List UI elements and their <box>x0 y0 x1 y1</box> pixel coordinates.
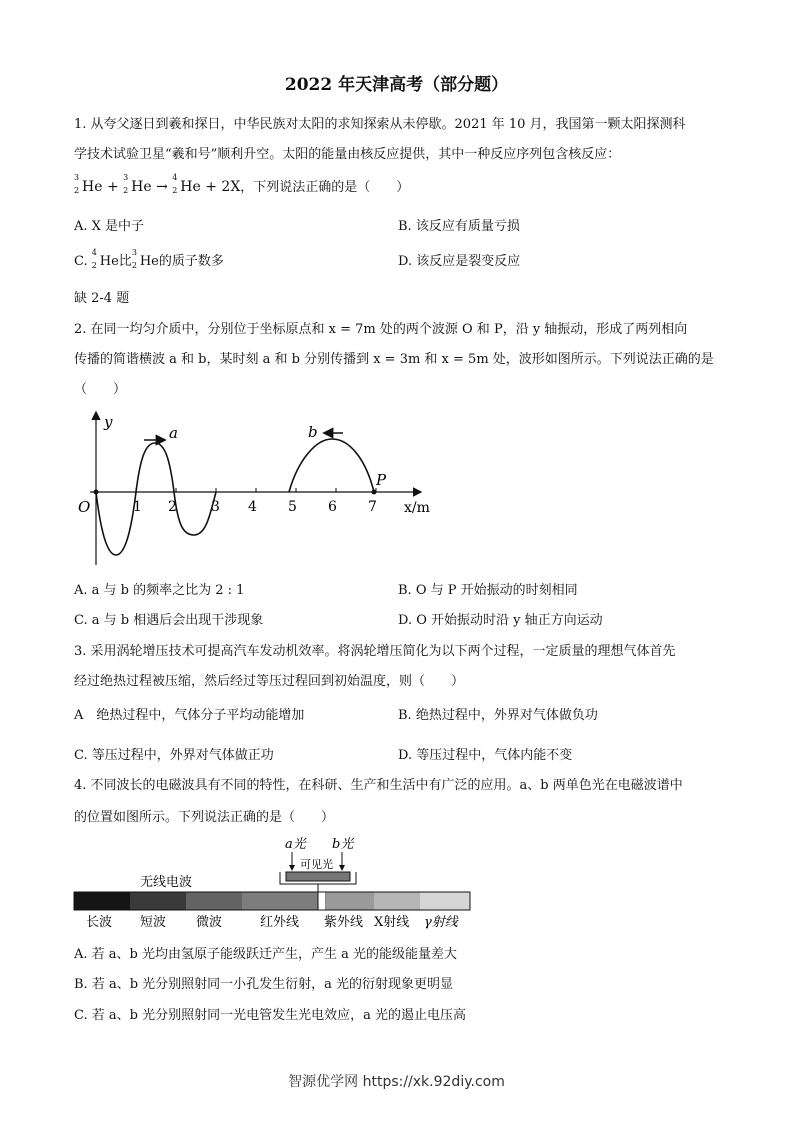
a-light-label: a光 <box>285 837 306 852</box>
q2-option-c[interactable]: C. a 与 b 相遇后会出现干涉现象 <box>74 613 264 628</box>
q1-option-d[interactable]: D. 该反应是裂变反应 <box>398 254 521 269</box>
wave-b-label: b <box>308 423 318 441</box>
wave-a-label: a <box>169 424 178 442</box>
nuclide-he4: 4 2 He <box>172 173 201 195</box>
tick-label-7: 7 <box>368 499 377 515</box>
q1-option-b[interactable]: B. 该反应有质量亏损 <box>398 219 520 234</box>
tick-label-5: 5 <box>288 499 297 515</box>
q1-nuclear-equation: 3 2 He + 3 2 He → 4 2 He + 2X，下列说法正确的是（ ） <box>74 173 410 195</box>
missing-questions-note: 缺 2-4 题 <box>74 291 130 306</box>
tick-label-2: 2 <box>168 499 177 515</box>
y-axis-label: y <box>104 413 113 431</box>
q1-stem-line1: 1. 从夸父逐日到羲和探日，中华民族对太阳的求知探索从未停歇。2021 年 10 月，我国第一颗太阳探测科 <box>74 117 686 132</box>
band-label-microwave: 微波 <box>196 915 223 930</box>
q2-stem-line1: 2. 在同一均匀介质中，分别位于坐标原点和 x = 7m 处的两个波源 O 和 P，沿 y 轴振动，形成了两列相向 <box>74 322 688 337</box>
page-title: 2022 年天津高考（部分题） <box>284 75 509 95</box>
source-p-label: P <box>376 471 387 489</box>
q2-option-d[interactable]: D. O 开始振动时沿 y 轴正方向运动 <box>398 613 603 628</box>
tick-label-6: 6 <box>328 499 337 515</box>
footer-watermark: 智源优学网 https://xk.92diy.com <box>288 1074 505 1090</box>
q3-option-d[interactable]: D. 等压过程中，气体内能不变 <box>398 748 573 763</box>
band-label-ultraviolet: 紫外线 <box>324 915 364 930</box>
wave-b-curve <box>289 439 374 492</box>
band-label-x-ray: X射线 <box>374 915 410 930</box>
radio-waves-label: 无线电波 <box>140 875 193 890</box>
q1-option-c-prefix: C. <box>74 254 88 269</box>
q4-stem-line1: 4. 不同波长的电磁波具有不同的特性，在科研、生产和生活中有广泛的应用。a、b 两单色光在电磁波谱中 <box>74 778 683 793</box>
q1-option-c[interactable] <box>74 250 224 269</box>
tick-label-1: 1 <box>133 499 142 515</box>
spectrum-bar <box>74 892 470 910</box>
visible-light-band <box>286 872 350 881</box>
visible-light-label: 可见光 <box>300 858 333 871</box>
nuclide-he3-c: 3 2 He <box>131 248 159 270</box>
em-spectrum-diagram <box>70 832 480 932</box>
q2-stem-line2: 传播的简谐横波 a 和 b，某时刻 a 和 b 分别传播到 x = 3m 和 x = 5m 处，波形如图所示。下列说法正确的是 <box>74 352 714 367</box>
q2-stem-line3: （ ） <box>74 382 127 397</box>
band-ultraviolet <box>326 892 374 910</box>
nuclide-he3-a: 3 2 He <box>74 173 103 195</box>
band-label-gamma-ray: γ射线 <box>424 915 458 930</box>
band-label-short-wave: 短波 <box>140 915 167 930</box>
q1-stem-line2: 学技术试验卫星“羲和号”顺利升空。太阳的能量由核反应提供，其中一种反应序列包含核反应： <box>74 147 621 162</box>
q1-option-c-tail: 的质子数多 <box>158 254 224 269</box>
origin-label: O <box>78 498 91 516</box>
band-x-ray <box>374 892 420 910</box>
q4-stem-line2: 的位置如图所示。下列说法正确的是（ ） <box>74 810 335 825</box>
tick-label-3: 3 <box>211 499 220 515</box>
q1-option-a[interactable]: A. X 是中子 <box>74 219 145 234</box>
q3-stem-line1: 3. 采用涡轮增压技术可提高汽车发动机效率。将涡轮增压简化为以下两个过程，一定质量的理想气体首先 <box>74 644 676 659</box>
q3-stem-line2: 经过绝热过程被压缩，然后经过等压过程回到初始温度，则（ ） <box>74 674 465 689</box>
q2-option-b[interactable]: B. O 与 P 开始振动的时刻相同 <box>398 583 578 598</box>
q1-option-c-mid: 比 <box>118 254 132 269</box>
nuclide-he3-b: 3 2 He <box>123 173 152 195</box>
q4-option-a[interactable]: A. 若 a、b 光均由氢原子能级跃迁产生，产生 a 光的能级能量差大 <box>74 947 458 962</box>
nuclide-he4-c: 4 2 He <box>91 248 119 270</box>
band-label-long-wave: 长波 <box>86 915 113 930</box>
wave-graph <box>70 405 450 570</box>
source-p-point <box>372 490 377 495</box>
q1-question: ，下列说法正确的是（ ） <box>240 180 410 195</box>
q3-option-c[interactable]: C. 等压过程中，外界对气体做正功 <box>74 748 274 763</box>
band-label-infrared: 红外线 <box>260 915 300 930</box>
x-axis-label: x/m <box>404 500 430 516</box>
q3-option-b[interactable]: B. 绝热过程中，外界对气体做负功 <box>398 708 598 723</box>
q2-option-a[interactable]: A. a 与 b 的频率之比为 2 : 1 <box>74 583 245 598</box>
wave-a-curve <box>96 443 216 555</box>
band-short-wave <box>130 892 186 910</box>
x-ticks <box>136 488 376 492</box>
band-visible-gap <box>318 892 326 910</box>
q3-option-a[interactable]: A 绝热过程中，气体分子平均动能增加 <box>74 708 305 723</box>
b-light-label: b光 <box>332 837 354 852</box>
tick-label-4: 4 <box>248 499 257 515</box>
band-gamma-ray <box>420 892 470 910</box>
band-infrared <box>242 892 318 910</box>
band-microwave <box>186 892 242 910</box>
band-long-wave <box>74 892 130 910</box>
q4-option-c[interactable]: C. 若 a、b 光分别照射同一光电管发生光电效应，a 光的遏止电压高 <box>74 1008 466 1023</box>
q4-option-b[interactable]: B. 若 a、b 光分别照射同一小孔发生衍射，a 光的衍射现象更明显 <box>74 977 454 992</box>
